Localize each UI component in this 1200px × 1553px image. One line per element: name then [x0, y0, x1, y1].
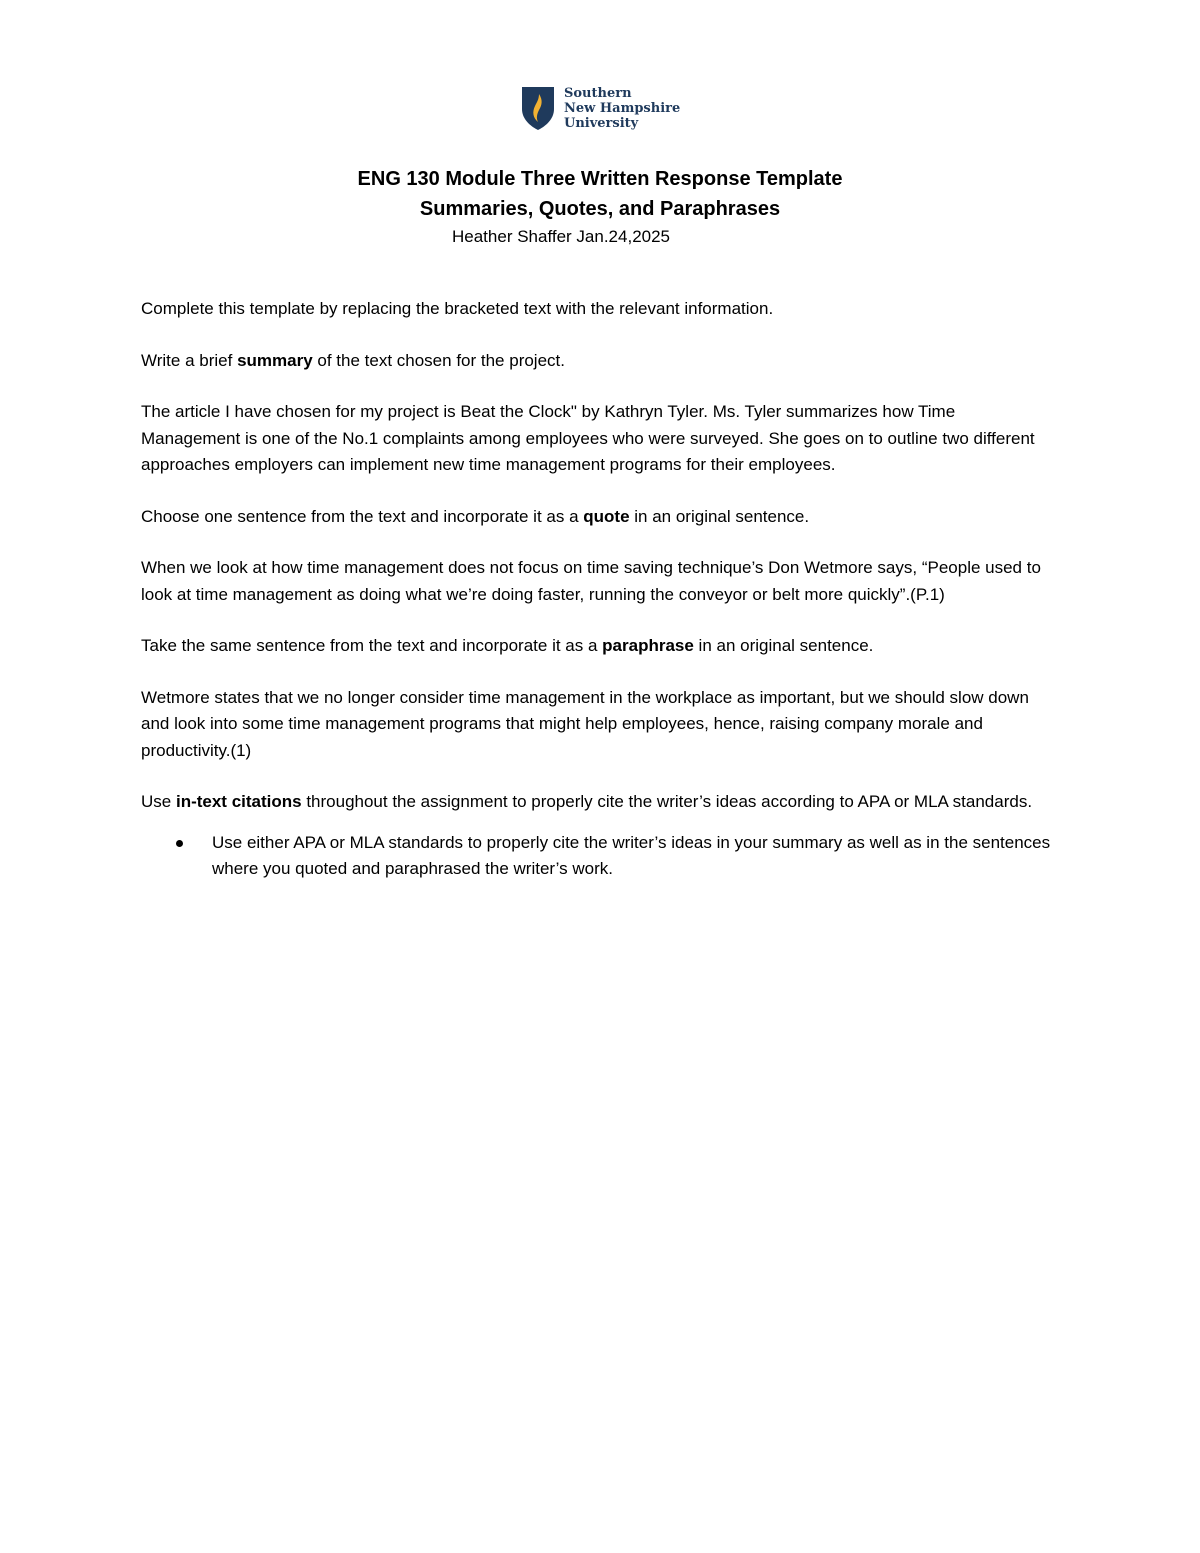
quote-response: When we look at how time management does not focus on time saving technique’s Don Wetmore says, “People used to look at time management as doing what we’re doing faster, running the conveyor or belt more quickly”.(P.1) — [141, 558, 1041, 604]
logo-line-2: New Hampshire — [564, 100, 681, 116]
summary-response: The article I have chosen for my project is Beat the Clock" by Kathryn Tyler. Ms. Tyler summarizes how Time Management is one of the No.1 complaints among employees who were surveyed. She goes on to outline two different approaches employers can implement new time management programs for their employees. — [141, 402, 1035, 474]
citation-prompt-text: Use — [141, 792, 176, 811]
logo-line-1: Southern — [564, 85, 632, 101]
summary-prompt-text: Write a brief — [141, 350, 238, 370]
document-subtitle: Summaries, Quotes, and Paraphrases — [419, 198, 781, 220]
logo-wordmark — [564, 86, 680, 131]
logo-line-3: University — [564, 115, 639, 131]
shield-logo-icon — [520, 85, 556, 131]
citation-keyword: in-text citations — [175, 792, 302, 811]
bullet-list — [141, 830, 1056, 883]
quote-prompt-text: Choose one sentence from the text and incorporate it as a — [141, 506, 584, 526]
citation-prompt-text-end: throughout the assignment to properly cite the writer’s ideas according to APA or MLA standards. — [301, 792, 1033, 811]
summary-prompt — [141, 348, 1056, 375]
paraphrase-prompt-text: Take the same sentence from the text and incorporate it as a — [141, 636, 603, 655]
document-body — [141, 296, 1056, 883]
paraphrase-prompt — [141, 633, 1056, 660]
summary-keyword: summary — [237, 350, 313, 370]
snhu-logo — [520, 84, 680, 132]
paraphrase-response: Wetmore states that we no longer consider time management in the workplace as important, but we should slow down and look into some time management programs that might help employees, hence, raising company morale and productivity.(1) — [141, 687, 1029, 760]
paraphrase-keyword: paraphrase — [602, 636, 694, 655]
quote-keyword: quote — [583, 506, 630, 526]
document-title: ENG 130 Module Three Written Response Template — [357, 168, 843, 190]
list-item: Use either APA or MLA standards to properly cite the writer’s ideas in your summary as well as in the sentences where you quoted and paraphrased the writer’s work. — [212, 830, 1056, 883]
paraphrase-prompt-text-end: in an original sentence. — [693, 636, 874, 655]
citation-prompt — [141, 789, 1056, 816]
intro-paragraph: Complete this template by replacing the bracketed text with the relevant information. — [141, 299, 774, 318]
author-line: Heather Shaffer Jan.24,2025 — [452, 227, 671, 246]
summary-prompt-text-end: of the text chosen for the project. — [312, 350, 565, 370]
quote-prompt-text-end: in an original sentence. — [629, 506, 810, 526]
quote-prompt — [141, 504, 1056, 531]
